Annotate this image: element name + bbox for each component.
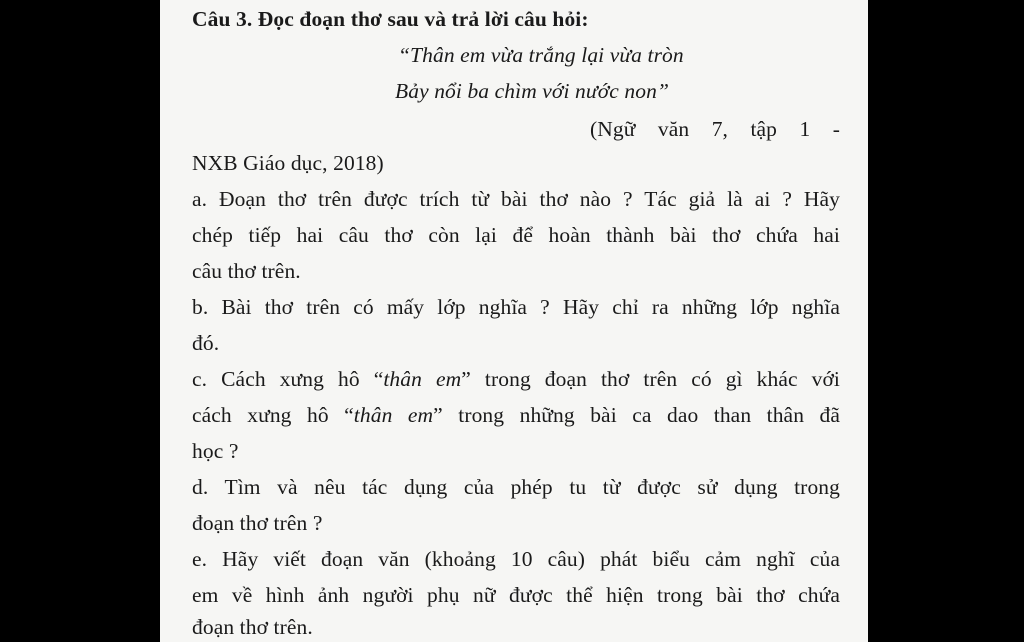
item-c-line-1 (192, 364, 840, 394)
source-citation-line-2: NXB Giáo dục, 2018) (192, 151, 384, 175)
item-c-line-1-pre: c. Cách xưng hô “ (192, 367, 384, 391)
item-b-line-2: đó. (192, 331, 220, 355)
item-e-line-2: em về hình ảnh người phụ nữ được thể hiện trong bài thơ chứa (192, 583, 840, 607)
item-c-line-1-emphasis: thân em (383, 367, 462, 391)
left-black-margin (0, 0, 160, 642)
source-citation-line-1: (Ngữ văn 7, tập 1 - (590, 117, 840, 141)
item-c-line-1-post: ” trong đoạn thơ trên có gì khác với (461, 367, 841, 391)
poem-line-1: “Thân em vừa trắng lại vừa tròn (398, 43, 684, 67)
item-c-line-2-emphasis: thân em (353, 403, 434, 427)
item-d-line-2: đoạn thơ trên ? (192, 511, 323, 535)
item-a-line-1: a. Đoạn thơ trên được trích từ bài thơ nào ? Tác giả là ai ? Hãy (192, 187, 840, 211)
item-c-line-2-pre: cách xưng hô “ (192, 403, 354, 427)
item-a-line-3: câu thơ trên. (192, 259, 301, 283)
item-d-line-1: d. Tìm và nêu tác dụng của phép tu từ được sử dụng trong (192, 475, 840, 499)
item-e-line-3: đoạn thơ trên. (192, 615, 313, 639)
document-page (160, 0, 868, 642)
item-c-line-3: học ? (192, 439, 239, 463)
right-black-margin (868, 0, 1024, 642)
item-c-line-2-post: ” trong những bài ca dao than thân đã (433, 403, 840, 427)
item-a-line-2: chép tiếp hai câu thơ còn lại để hoàn thành bài thơ chứa hai (192, 223, 840, 247)
poem-line-2: Bảy nổi ba chìm với nước non” (395, 79, 670, 103)
item-b-line-1: b. Bài thơ trên có mấy lớp nghĩa ? Hãy chỉ ra những lớp nghĩa (192, 295, 840, 319)
item-c-line-2 (192, 400, 840, 430)
question-title: Câu 3. Đọc đoạn thơ sau và trả lời câu hỏi: (192, 7, 589, 31)
item-e-line-1: e. Hãy viết đoạn văn (khoảng 10 câu) phát biểu cảm nghĩ của (192, 547, 840, 571)
